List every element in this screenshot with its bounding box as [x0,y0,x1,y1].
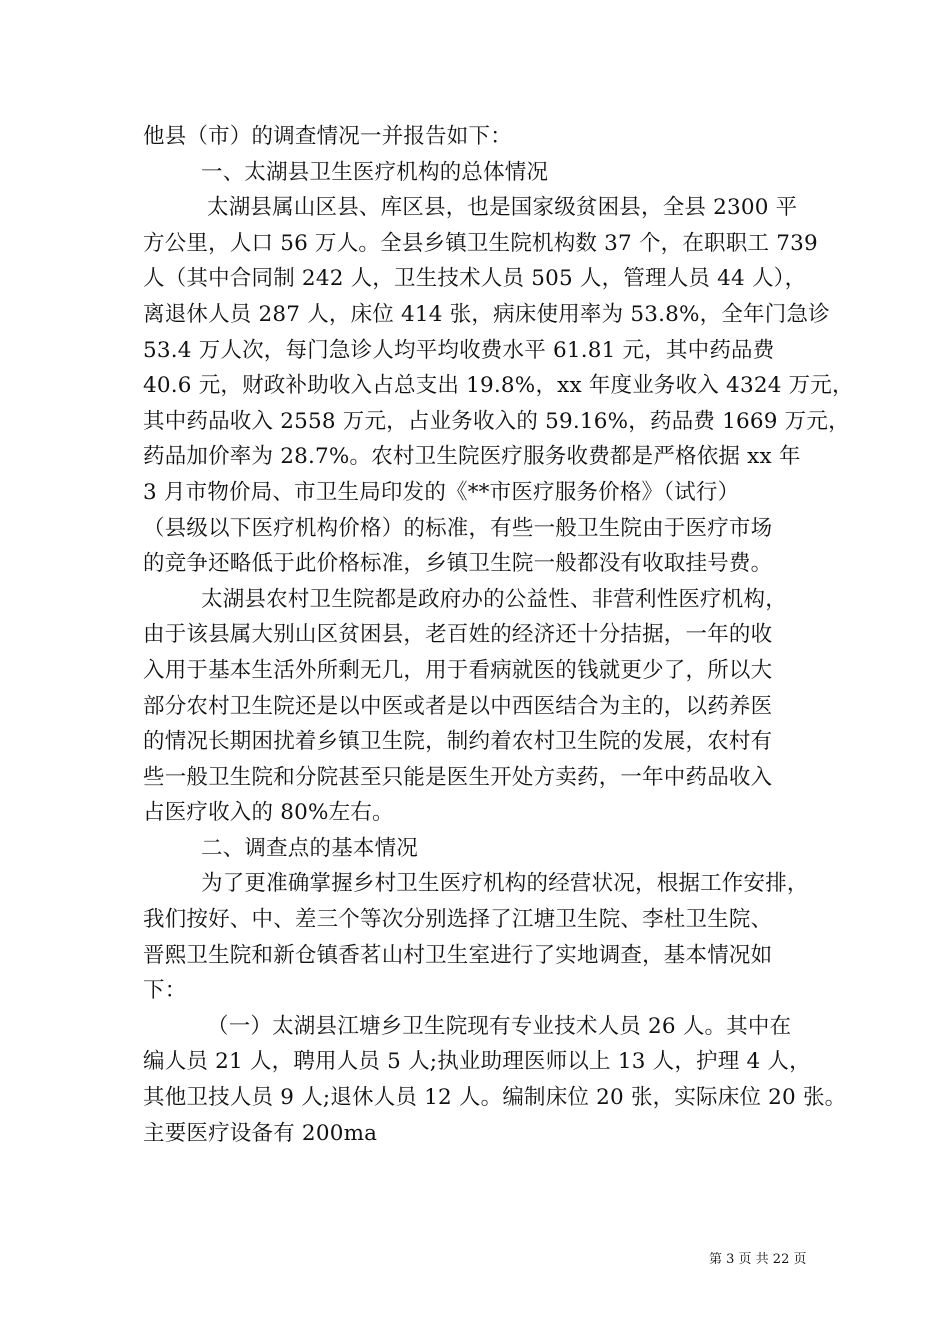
paragraph-1-line: 的竞争还略低于此价格标准，乡镇卫生院一般都没有收取挂号费。 [143,551,773,577]
paragraph-1-line: 人（其中合同制 242 人，卫生技术人员 505 人，管理人员 44 人）， [143,266,807,292]
paragraph-2-line: 占医疗收入的 80%左右。 [143,800,394,826]
section-heading-2: 二、调查点的基本情况 [201,835,419,861]
paragraph-4-line: （一）太湖县江塘乡卫生院现有专业技术人员 26 人。其中在 [207,1013,792,1039]
section-heading-1: 一、太湖县卫生医疗机构的总体情况 [201,159,549,185]
paragraph-4-line: 主要医疗设备有 200ma [143,1120,378,1146]
paragraph-3-line: 晋熙卫生院和新仓镇香茗山村卫生室进行了实地调查，基本情况如 [143,942,773,968]
paragraph-4-line: 其他卫技人员 9 人;退休人员 12 人。编制床位 20 张，实际床位 20 张。 [143,1085,847,1111]
paragraph-3-line: 为了更准确掌握乡村卫生医疗机构的经营状况，根据工作安排， [201,871,809,897]
paragraph-1-line: 3 月市物价局、市卫生局印发的《**市医疗服务价格》（试行） [143,479,740,505]
paragraph-1-line: 53.4 万人次，每门急诊人均平均收费水平 61.81 元，其中药品费 [143,337,775,363]
paragraph-1-line: 药品加价率为 28.7%。农村卫生院医疗服务收费都是严格依据 xx 年 [143,444,801,470]
paragraph-2-line: 入用于基本生活外所剩无几，用于看病就医的钱就更少了，所以大 [143,657,773,683]
paragraph-1-line: 离退休人员 287 人，床位 414 张，病床使用率为 53.8%，全年门急诊 [143,301,830,327]
paragraph-3-line: 我们按好、中、差三个等次分别选择了江塘卫生院、李杜卫生院、 [143,907,773,933]
paragraph-1-line: 40.6 元，财政补助收入占总支出 19.8%，xx 年度业务收入 4324 万元， [143,373,854,399]
paragraph-1-line: （县级以下医疗机构价格）的标准，有些一般卫生院由于医疗市场 [143,515,773,541]
page-number-footer: 第 3 页 共 22 页 [709,1252,807,1267]
paragraph-1-line: 其中药品收入 2558 万元，占业务收入的 59.16%，药品费 1669 万元， [143,408,850,434]
document-body [143,119,854,1151]
paragraph-2-line: 由于该县属大别山区贫困县，老百姓的经济还十分拮据，一年的收 [143,622,773,648]
paragraph-1-line: 太湖县属山区县、库区县，也是国家级贫困县，全县 2300 平 [207,195,798,221]
text-line: 他县（市）的调查情况一并报告如下： [143,124,512,149]
paragraph-2-line: 部分农村卫生院还是以中医或者是以中西医结合为主的，以药养医 [143,693,773,719]
paragraph-2-line: 的情况长期困扰着乡镇卫生院，制约着农村卫生院的发展，农村有 [143,729,773,755]
paragraph-4-line: 编人员 21 人，聘用人员 5 人;执业助理医师以上 13 人，护理 4 人， [143,1049,811,1075]
paragraph-1-line: 方公里，人口 56 万人。全县乡镇卫生院机构数 37 个，在职职工 739 [143,230,818,256]
paragraph-2-line: 太湖县农村卫生院都是政府办的公益性、非营利性医疗机构， [201,586,787,612]
paragraph-3-line: 下： [143,978,187,1004]
paragraph-2-line: 些一般卫生院和分院甚至只能是医生开处方卖药，一年中药品收入 [143,764,773,790]
